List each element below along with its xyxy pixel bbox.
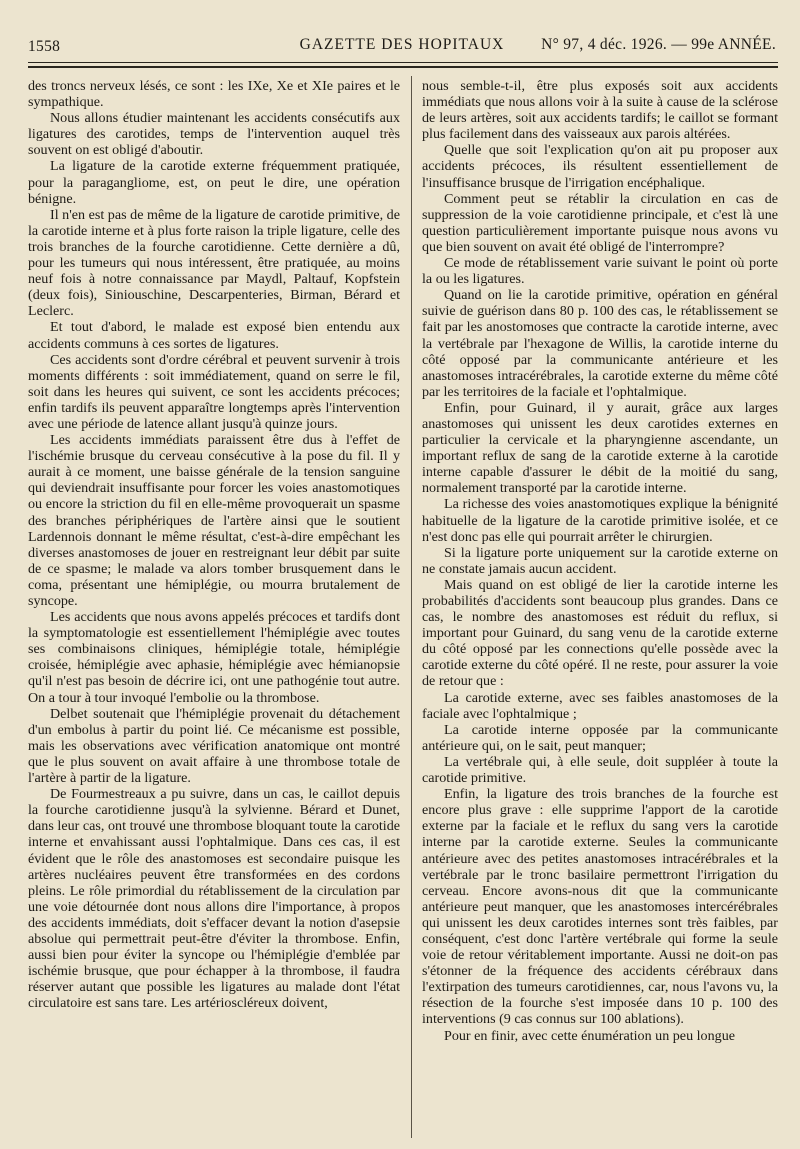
column-divider: [411, 76, 412, 1138]
paragraph: des troncs nerveux lésés, ce sont : les IXe, Xe et XIe paires et le sympathique.: [28, 78, 400, 111]
paragraph: Ce mode de rétablissement varie suivant le point où porte la ou les ligatures.: [422, 255, 778, 288]
paragraph: Delbet soutenait que l'hémiplégie provenait du détachement d'un embolus à partir du point lié. Ce mécanisme est possible, mais les observations avec vérification anatomique ont montré que le plus souvent on avait affaire à une thrombose totale de l'artère à partir de la ligature.: [28, 705, 400, 787]
paragraph: Mais quand on est obligé de lier la carotide interne les probabilités d'accidents sont beaucoup plus grandes. Dans ce cas, le nombre des anastomoses est réduit du reflux, si important pour Guinard, du sang venu de la carotide externe du côté opposé par les connections qu'elle possède avec la carotide externe du côté opéré. Il ne reste, pour assurer la voie de retour que :: [422, 576, 778, 690]
header-rule-thin: [28, 62, 778, 63]
paragraph: Quelle que soit l'explication qu'on ait pu proposer aux accidents précoces, ils résultent essentiellement de l'insuffisance brusque de l'irrigation encéphalique.: [422, 142, 778, 191]
left-column: [28, 78, 400, 1011]
page-header: [28, 36, 776, 60]
journal-title: GAZETTE DES HOPITAUX: [299, 36, 505, 53]
page-number: 1558: [28, 38, 61, 55]
paragraph: Quand on lie la carotide primitive, opération en général suivie de guérison dans 80 p. 100 des cas, le rétablissement se fait par les anostomoses que contracte la carotide interne, avec la vertébrale par l'hexagone de Willis, la carotide interne du côté opposé par la communicante antérieure et les anastomoses intracérébrales, la carotide externe du même côté par les territoires de la faciale et l'ophtalmique.: [422, 287, 778, 400]
paragraph: Pour en finir, avec cette énumération un peu longue: [444, 1027, 735, 1044]
paragraph: nous semble-t-il, être plus exposés soit aux accidents immédiats que nous allons voir à la suite à cause de la sclérose de leurs artères, soit aux accidents tardifs; le caillot se formant plus facilement dans des vaisseaux aux parois altérées.: [422, 78, 778, 143]
paragraph: Enfin, la ligature des trois branches de la fourche est encore plus grave : elle supprime l'apport de la carotide externe par la faciale et le reflux du sang vers la carotide interne par la carotide externe. Seules la communicante antérieure avec des petites anastomoses intracérébrales et la vertébrale par le tronc basilaire permettront l'irrigation du cerveau. Encore avons-nous dit que la communicante antérieure peut manquer, que les anastomoses intercérébrales qui unissent les deux carotides internes sont très faibles, par conséquent, c'est donc l'artère vertébrale qui forme la seule voie de retour véritablement importante. Aussi ne doit-on pas s'étonner de la fréquence des accidents cérébraux dans l'extirpation des tumeurs carotidiennes, car, nous l'avons vu, la résection de la fourche s'est imposée dans 10 p. 100 des interventions (9 cas connus sur 100 ablations).: [422, 786, 778, 1028]
paragraph: Enfin, pour Guinard, il y aurait, grâce aux larges anastomoses qui unissent les deux carotides externes en particulier la cervicale et la pharyngienne ascendante, un important reflux de sang de la carotide externe à la carotide interne capable d'assurer le débit de la moitié du sang, normalement transporté par la carotide interne.: [422, 399, 778, 497]
paragraph: Ces accidents sont d'ordre cérébral et peuvent survenir à trois moments différents : soit immédiatement, quand on serre le fil, soit dans les heures qui suivent, ce sont les accidents précoces; enfin tardifs ils peuvent apparaître longtemps après l'intervention avec une période de latence allant jusqu'à quinze jours.: [28, 351, 400, 432]
paragraph: Les accidents que nous avons appelés précoces et tardifs dont la symptomatologie est essentiellement l'hémiplégie avec toutes ses combinaisons cliniques, hémiplégie totale, hémiplégie croisée, hémiplégie avec aphasie, hémiplégie avec hémianopsie qu'il n'est pas besoin de décrire ici, ont une pathogénie tout autre. On a tour à tour invoqué l'embolie ou la thrombose.: [28, 609, 400, 706]
paragraph: La richesse des voies anastomotiques explique la bénignité habituelle de la ligature de la carotide primitive isolée, et ce n'est donc pas elle qui pourrait arrêter le chirurgien.: [422, 496, 778, 545]
paragraph: Les accidents immédiats paraissent être dus à l'effet de l'ischémie brusque du cerveau consécutive à la pose du fil. Il y aurait à ce moment, une baisse générale de la tension sanguine qui deviendrait insuffisante pour forcer les voies anastomotiques ou encore la striction du fil en elle-même provoquerait un spasme des branches périphériques de l'artère ainsi que le soutient Lardennois donnant le même résultat, c'est-à-dire empêchant les diverses anastomoses de jouer en restreignant leur débit par suite de ce spasme; le malade va alors tomber brusquement dans le coma, présentant une hémiplégie, ou mourra brutalement de syncope.: [28, 432, 400, 609]
paragraph: Si la ligature porte uniquement sur la carotide externe on ne constate jamais aucun accident.: [422, 544, 778, 577]
paragraph: La vertébrale qui, à elle seule, doit suppléer à toute la carotide primitive.: [422, 753, 778, 787]
header-rule-thick: [28, 66, 778, 68]
paragraph: La carotide externe, avec ses faibles anastomoses de la faciale avec l'ophtalmique ;: [422, 689, 778, 722]
paragraph: La carotide interne opposée par la communicante antérieure qui, on le sait, peut manquer;: [422, 721, 778, 754]
right-column: [422, 78, 778, 1044]
paragraph: De Fourmestreaux a pu suivre, dans un cas, le caillot depuis la fourche carotidienne jusqu'à la sylvienne. Bérard et Dunet, dans leur cas, ont trouvé une thrombose bloquant toute la carotide interne et envahissant aussi l'ophtalmique. Dans ces cas, il est évident que le rôle des anastomoses est secondaire puisque les artères nucléaires peuvent être transformées en des cordons pleins. Le rôle primordial du rétablissement de la circulation par une voie détournée dont nous allons dire l'importance, à propos des accidents immédiats, doit s'effacer devant la notion d'asepsie absolue qui permettrait peut-être d'éviter la thrombose. Enfin, aussi bien pour éviter la syncope ou l'hémiplégie d'emblée par ischémie brusque, que pour échapper à la thrombose, il faudra réserver autant que possible les ligatures au malade dont l'état circulatoire est sans tare. Les artérioscléreux doivent,: [28, 786, 400, 1012]
issue-info: N° 97, 4 déc. 1926. — 99e ANNÉE.: [541, 36, 776, 53]
paragraph: Et tout d'abord, le malade est exposé bien entendu aux accidents communs à ces sortes de ligatures.: [28, 319, 400, 352]
paragraph: Nous allons étudier maintenant les accidents consécutifs aux ligatures des carotides, temps de l'intervention auquel très souvent on est obligé d'aboutir.: [28, 110, 400, 159]
paragraph: Il n'en est pas de même de la ligature de carotide primitive, de la carotide interne et à plus forte raison la triple ligature, celle des trois branches de la fourche carotidienne. Cette dernière a dû, pour les tumeurs qui nous intéressent, être pratiquée, au moins neuf fois à notre connaissance par Maydl, Paltauf, Kopfstein (deux fois), Siniouschine, Descarpenteries, Birman, Bérard et Leclerc.: [28, 206, 400, 320]
paragraph: La ligature de la carotide externe fréquemment pratiquée, pour la paragangliome, est, on peut le dire, une opération bénigne.: [28, 158, 400, 207]
paragraph: Comment peut se rétablir la circulation en cas de suppression de la voie carotidienne principale, et c'est là une question particulièrement importante puisque nous avons vu que bien souvent on avait été obligé de l'interrompre?: [422, 190, 778, 255]
